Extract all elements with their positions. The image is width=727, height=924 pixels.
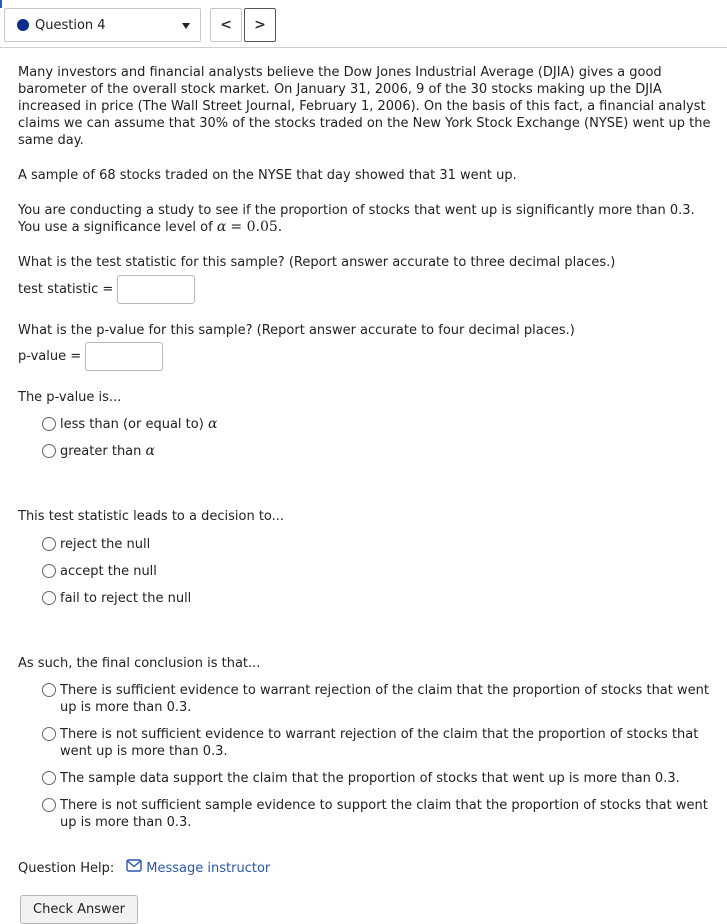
option-label: There is not sufficient sample evidence to support the claim that the proportion of stocks that went up is more than 0.3. bbox=[60, 798, 708, 830]
test-stat-row bbox=[18, 275, 718, 304]
pvalue-input[interactable] bbox=[85, 342, 163, 371]
radio-button[interactable] bbox=[42, 564, 56, 578]
question-nav-bar bbox=[0, 0, 727, 48]
conclusion-option-1[interactable] bbox=[18, 682, 718, 716]
alpha-value: = 0.05. bbox=[230, 219, 283, 235]
decision-option-reject[interactable] bbox=[18, 536, 718, 553]
pvalue-question: What is the p-value for this sample? (Report answer accurate to four decimal places.) bbox=[18, 323, 575, 338]
question-select[interactable] bbox=[4, 8, 201, 42]
question-help-label: Question Help: bbox=[18, 860, 115, 876]
radio-button[interactable] bbox=[42, 537, 56, 551]
question-help bbox=[18, 859, 718, 877]
study-statement-1: You are conducting a study to see if the proportion of stocks that went up is significantly more than 0.3. bbox=[18, 203, 695, 218]
alpha-symbol: α bbox=[145, 443, 155, 459]
radio-button[interactable] bbox=[42, 727, 56, 741]
pvalue-option-less[interactable] bbox=[18, 416, 718, 433]
option-label: greater than bbox=[60, 444, 142, 459]
caret-down-icon bbox=[182, 23, 190, 29]
option-label: reject the null bbox=[60, 537, 151, 552]
study-prefix: You use a significance level of bbox=[18, 220, 213, 235]
decision-option-accept[interactable] bbox=[18, 563, 718, 580]
conclusion-prompt: As such, the final conclusion is that... bbox=[18, 656, 261, 671]
study-statement-2 bbox=[18, 219, 718, 236]
pvalue-comparison-prompt: The p-value is... bbox=[18, 390, 122, 405]
conclusion-option-3[interactable] bbox=[18, 770, 718, 787]
question-label: Question 4 bbox=[35, 17, 106, 33]
pvalue-row bbox=[18, 342, 718, 371]
status-dot-icon bbox=[17, 19, 29, 31]
radio-button[interactable] bbox=[42, 444, 56, 458]
envelope-icon[interactable] bbox=[126, 859, 142, 877]
radio-button[interactable] bbox=[42, 683, 56, 697]
question-content bbox=[18, 64, 718, 924]
radio-button[interactable] bbox=[42, 798, 56, 812]
pvalue-option-greater[interactable] bbox=[18, 443, 718, 460]
nav-accent bbox=[0, 0, 2, 8]
option-label: accept the null bbox=[60, 564, 157, 579]
problem-intro: Many investors and financial analysts believe the Dow Jones Industrial Average (DJIA) gives a good barometer of the overall stock market. On January 31, 2006, 9 of the 30 stocks making up the DJIA increased in price (The Wall Street Journal, February 1, 2006). On the basis of this fact, a financial analyst claims we can assume that 30% of the stocks traded on the New York Stock Exchange (NYSE) went up the same day. bbox=[18, 65, 711, 148]
test-stat-question: What is the test statistic for this sample? (Report answer accurate to three decimal places.) bbox=[18, 255, 616, 270]
pvalue-label: p-value = bbox=[18, 349, 82, 364]
option-label: less than (or equal to) bbox=[60, 417, 204, 432]
decision-prompt: This test statistic leads to a decision to... bbox=[18, 509, 285, 524]
option-label: The sample data support the claim that the proportion of stocks that went up is more than 0.3. bbox=[60, 771, 680, 786]
radio-button[interactable] bbox=[42, 771, 56, 785]
test-stat-input[interactable] bbox=[117, 275, 195, 304]
message-instructor-link[interactable]: Message instructor bbox=[146, 860, 271, 876]
alpha-symbol: α bbox=[216, 219, 227, 235]
test-stat-label: test statistic = bbox=[18, 282, 114, 297]
option-label: fail to reject the null bbox=[60, 591, 192, 606]
decision-option-fail-to-reject[interactable] bbox=[18, 590, 718, 607]
radio-button[interactable] bbox=[42, 417, 56, 431]
conclusion-option-4[interactable] bbox=[18, 797, 718, 831]
alpha-symbol: α bbox=[207, 416, 218, 432]
prev-question-button[interactable]: < bbox=[210, 8, 242, 42]
next-question-button[interactable]: > bbox=[244, 8, 276, 42]
check-answer-button[interactable]: Check Answer bbox=[20, 895, 138, 924]
conclusion-option-2[interactable] bbox=[18, 726, 718, 760]
radio-button[interactable] bbox=[42, 591, 56, 605]
option-label: There is sufficient evidence to warrant rejection of the claim that the proportion of stocks that went up is more than 0.3. bbox=[60, 683, 709, 715]
sample-description: A sample of 68 stocks traded on the NYSE that day showed that 31 went up. bbox=[18, 168, 517, 183]
option-label: There is not sufficient evidence to warrant rejection of the claim that the proportion of stocks that went up is more than 0.3. bbox=[60, 727, 699, 759]
